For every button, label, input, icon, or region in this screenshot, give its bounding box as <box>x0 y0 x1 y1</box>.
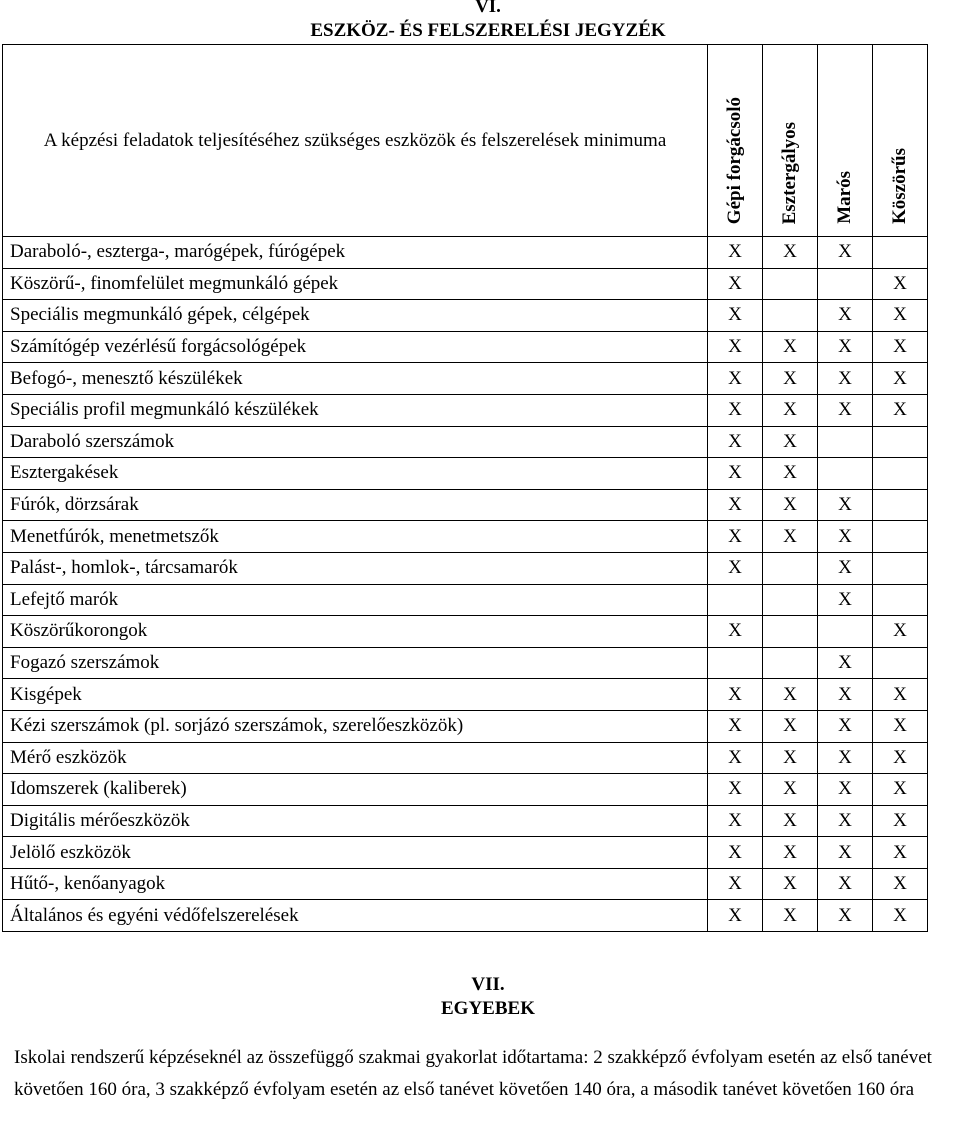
mark-cell: X <box>708 616 763 648</box>
mark-cell: X <box>818 331 873 363</box>
mark-cell: X <box>818 710 873 742</box>
section-6-title: ESZKÖZ- ÉS FELSZERELÉSI JEGYZÉK <box>310 20 666 41</box>
mark-cell: X <box>708 458 763 490</box>
mark-cell: X <box>763 331 818 363</box>
column-header <box>763 45 818 237</box>
table-row <box>3 489 928 521</box>
table-row <box>3 458 928 490</box>
mark-cell: X <box>818 900 873 932</box>
row-label: Általános és egyéni védőfelszerelések <box>3 900 708 932</box>
row-label: Mérő eszközök <box>3 742 708 774</box>
mark-cell: X <box>708 742 763 774</box>
mark-cell: X <box>818 489 873 521</box>
mark-cell <box>873 521 928 553</box>
mark-cell <box>873 647 928 679</box>
row-label: Palást-, homlok-, tárcsamarók <box>3 552 708 584</box>
mark-cell: X <box>818 300 873 332</box>
table-row <box>3 394 928 426</box>
row-label: Daraboló szerszámok <box>3 426 708 458</box>
mark-cell: X <box>873 774 928 806</box>
mark-cell: X <box>763 900 818 932</box>
mark-cell <box>818 268 873 300</box>
mark-cell: X <box>708 268 763 300</box>
mark-cell <box>873 426 928 458</box>
mark-cell: X <box>708 552 763 584</box>
mark-cell: X <box>818 237 873 269</box>
mark-cell: X <box>763 237 818 269</box>
mark-cell <box>763 268 818 300</box>
row-label: Fúrók, dörzsárak <box>3 489 708 521</box>
table-body <box>3 237 928 932</box>
section-7-paragraph: Iskolai rendszerű képzéseknél az összefüggő szakmai gyakorlat időtartama: 2 szakképző évfolyam esetén az első tanévet követően 160 óra, 3 szakképző évfolyam esetén az első tanévet követően 140 óra, a második tanévet követően 160 óra <box>14 1047 932 1100</box>
mark-cell: X <box>763 774 818 806</box>
table-row <box>3 742 928 774</box>
mark-cell <box>873 458 928 490</box>
table-row <box>3 300 928 332</box>
mark-cell: X <box>708 237 763 269</box>
mark-cell: X <box>763 394 818 426</box>
mark-cell: X <box>763 710 818 742</box>
row-label: Idomszerek (kaliberek) <box>3 774 708 806</box>
mark-cell: X <box>873 268 928 300</box>
row-label: Köszörű-, finomfelület megmunkáló gépek <box>3 268 708 300</box>
mark-cell: X <box>708 394 763 426</box>
mark-cell: X <box>818 552 873 584</box>
mark-cell: X <box>873 679 928 711</box>
mark-cell: X <box>818 679 873 711</box>
equipment-table <box>2 44 928 932</box>
mark-cell <box>708 647 763 679</box>
table-row <box>3 268 928 300</box>
table-row <box>3 900 928 932</box>
row-label: Hűtő-, kenőanyagok <box>3 868 708 900</box>
mark-cell: X <box>708 679 763 711</box>
column-header <box>708 45 763 237</box>
table-row <box>3 363 928 395</box>
section-6-number: VI. <box>475 0 501 17</box>
mark-cell: X <box>818 742 873 774</box>
mark-cell: X <box>763 679 818 711</box>
mark-cell: X <box>708 521 763 553</box>
mark-cell: X <box>818 868 873 900</box>
mark-cell: X <box>763 805 818 837</box>
table-row <box>3 837 928 869</box>
table-row <box>3 616 928 648</box>
table-row <box>3 426 928 458</box>
table-header-row <box>3 45 928 237</box>
column-header-label: Gépi forgácsoló <box>724 96 745 224</box>
row-label: Befogó-, menesztő készülékek <box>3 363 708 395</box>
table-header-title: A képzési feladatok teljesítéséhez szükséges eszközök és felszerelések minimuma <box>3 45 708 237</box>
mark-cell <box>763 616 818 648</box>
mark-cell: X <box>708 805 763 837</box>
mark-cell: X <box>873 616 928 648</box>
table-row <box>3 710 928 742</box>
row-label: Fogazó szerszámok <box>3 647 708 679</box>
mark-cell: X <box>708 900 763 932</box>
row-label: Digitális mérőeszközök <box>3 805 708 837</box>
table-row <box>3 237 928 269</box>
row-label: Esztergakések <box>3 458 708 490</box>
table-row <box>3 805 928 837</box>
mark-cell: X <box>873 394 928 426</box>
section-7-number: VII. <box>471 974 505 995</box>
mark-cell: X <box>873 331 928 363</box>
mark-cell: X <box>763 868 818 900</box>
row-label: Menetfúrók, menetmetszők <box>3 521 708 553</box>
mark-cell: X <box>763 742 818 774</box>
mark-cell: X <box>708 710 763 742</box>
mark-cell: X <box>763 489 818 521</box>
table-row <box>3 679 928 711</box>
row-label: Jelölő eszközök <box>3 837 708 869</box>
mark-cell: X <box>818 584 873 616</box>
mark-cell: X <box>763 521 818 553</box>
mark-cell: X <box>873 363 928 395</box>
mark-cell: X <box>873 900 928 932</box>
table-row <box>3 774 928 806</box>
mark-cell <box>873 489 928 521</box>
mark-cell <box>763 552 818 584</box>
row-label: Speciális profil megmunkáló készülékek <box>3 394 708 426</box>
mark-cell: X <box>873 710 928 742</box>
mark-cell <box>818 458 873 490</box>
mark-cell: X <box>708 837 763 869</box>
table-row <box>3 331 928 363</box>
row-label: Speciális megmunkáló gépek, célgépek <box>3 300 708 332</box>
mark-cell: X <box>818 363 873 395</box>
mark-cell <box>763 300 818 332</box>
mark-cell: X <box>818 394 873 426</box>
mark-cell: X <box>818 774 873 806</box>
mark-cell <box>873 552 928 584</box>
mark-cell: X <box>873 742 928 774</box>
mark-cell: X <box>873 837 928 869</box>
table-row <box>3 868 928 900</box>
column-header-label: Esztergályos <box>779 121 800 224</box>
mark-cell: X <box>818 521 873 553</box>
mark-cell: X <box>763 458 818 490</box>
mark-cell: X <box>873 300 928 332</box>
mark-cell: X <box>708 300 763 332</box>
mark-cell: X <box>708 868 763 900</box>
row-label: Kisgépek <box>3 679 708 711</box>
mark-cell: X <box>763 363 818 395</box>
row-label: Számítógép vezérlésű forgácsológépek <box>3 331 708 363</box>
table-row <box>3 647 928 679</box>
mark-cell <box>708 584 763 616</box>
mark-cell: X <box>763 837 818 869</box>
mark-cell: X <box>873 868 928 900</box>
mark-cell <box>818 616 873 648</box>
mark-cell: X <box>708 426 763 458</box>
mark-cell <box>873 584 928 616</box>
mark-cell <box>763 647 818 679</box>
mark-cell: X <box>708 331 763 363</box>
mark-cell <box>818 426 873 458</box>
table-row <box>3 552 928 584</box>
row-label: Daraboló-, eszterga-, marógépek, fúrógépek <box>3 237 708 269</box>
mark-cell: X <box>708 489 763 521</box>
mark-cell: X <box>873 805 928 837</box>
column-header <box>873 45 928 237</box>
mark-cell <box>763 584 818 616</box>
mark-cell: X <box>763 426 818 458</box>
mark-cell: X <box>818 837 873 869</box>
row-label: Kézi szerszámok (pl. sorjázó szerszámok, szerelőeszközök) <box>3 710 708 742</box>
row-label: Lefejtő marók <box>3 584 708 616</box>
column-header-label: Marós <box>834 171 855 224</box>
mark-cell <box>873 237 928 269</box>
table-row <box>3 521 928 553</box>
section-7-title: EGYEBEK <box>441 998 535 1019</box>
row-label: Köszörűkorongok <box>3 616 708 648</box>
mark-cell: X <box>708 774 763 806</box>
column-header <box>818 45 873 237</box>
table-row <box>3 584 928 616</box>
mark-cell: X <box>818 647 873 679</box>
column-header-label: Köszörűs <box>889 148 910 224</box>
mark-cell: X <box>708 363 763 395</box>
mark-cell: X <box>818 805 873 837</box>
